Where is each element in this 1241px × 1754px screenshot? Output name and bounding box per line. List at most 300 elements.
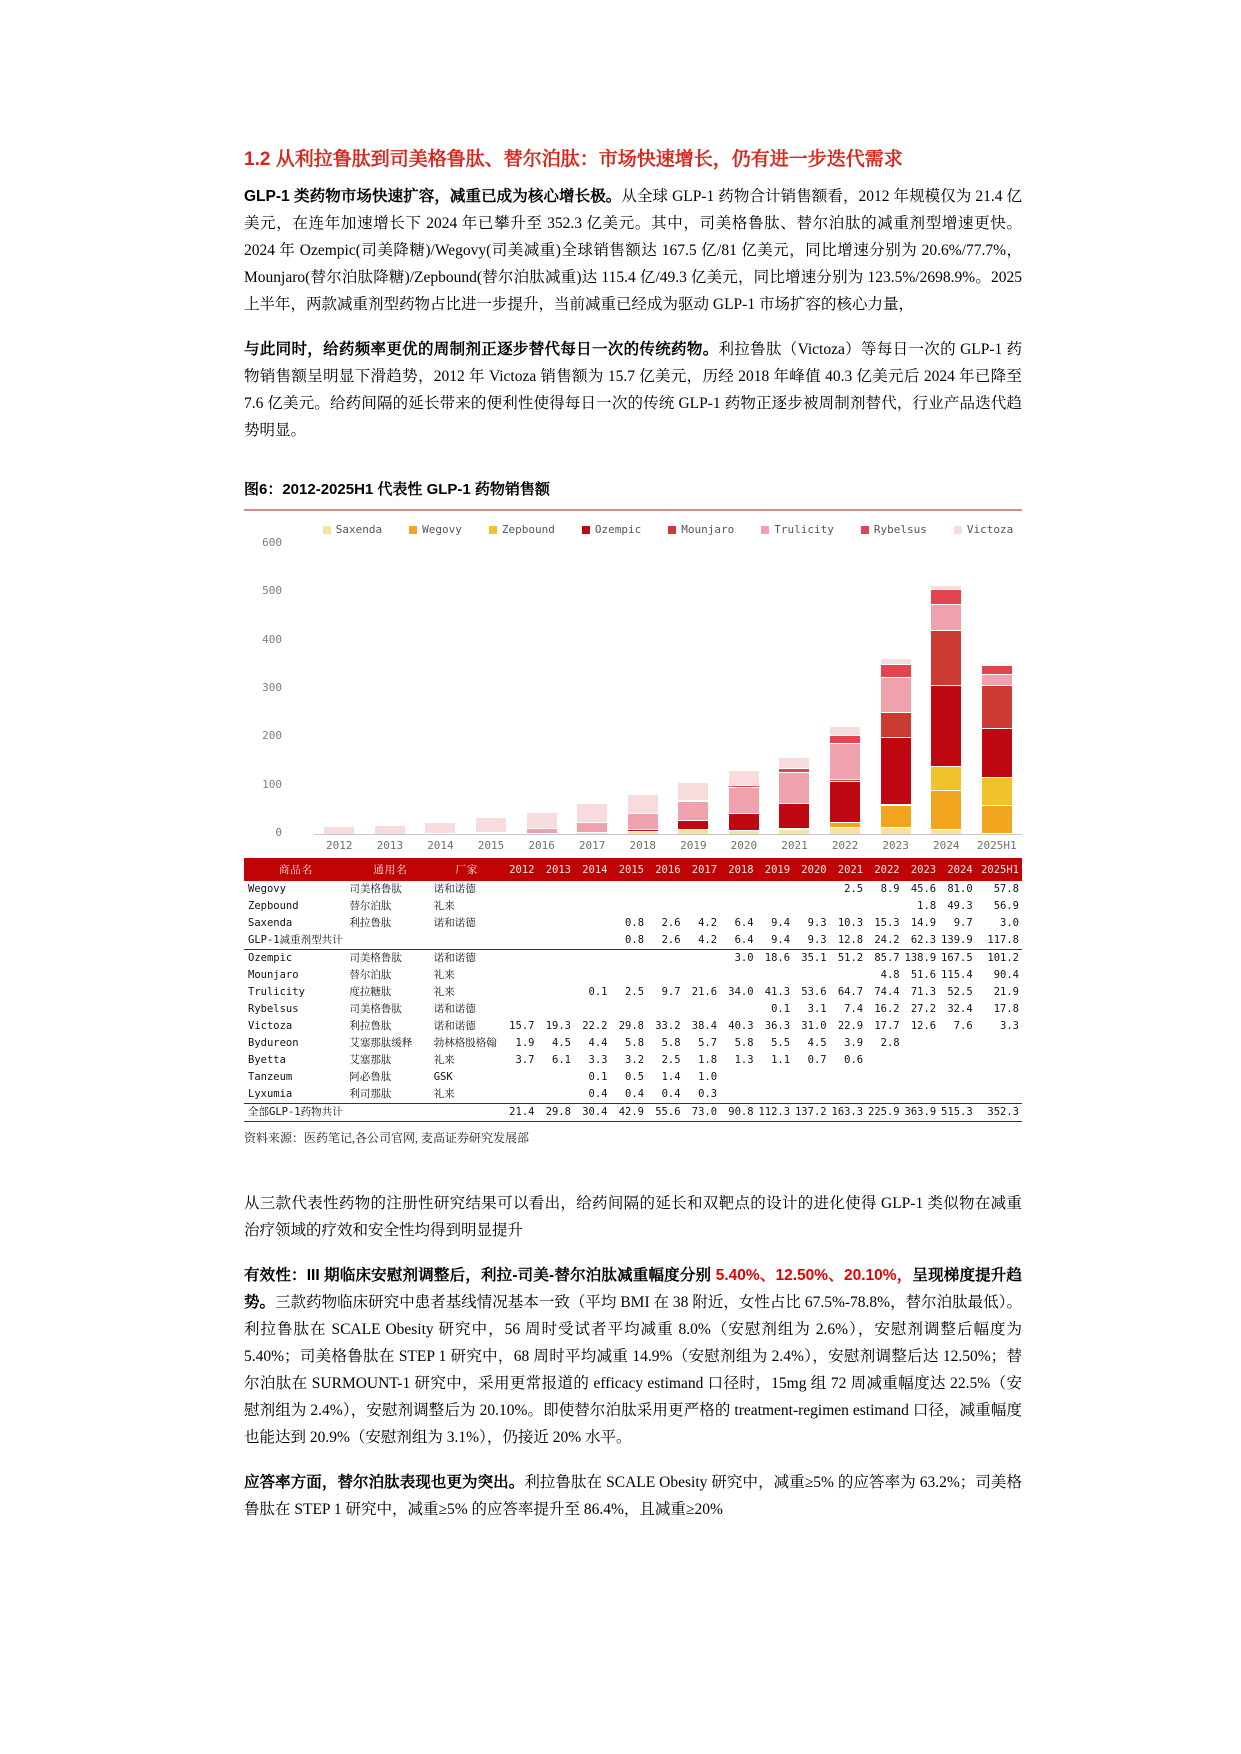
value-cell: 167.5	[941, 952, 973, 964]
value-cell: 15.3	[874, 917, 900, 929]
value-cell	[830, 1069, 867, 1086]
generic-name-cell: 司美格鲁肽	[349, 952, 402, 964]
value-cell	[501, 915, 538, 932]
value-cell	[574, 967, 611, 984]
bar-group-2018	[617, 794, 668, 834]
value-cell	[611, 950, 648, 968]
value-cell	[684, 1001, 721, 1018]
bar-segment-trulicity	[678, 801, 708, 821]
y-axis	[244, 536, 296, 839]
value-cell: 21.6	[691, 986, 718, 998]
table-row	[244, 950, 1022, 968]
legend-swatch-rybelsus	[861, 526, 869, 534]
chart-plot	[262, 536, 1022, 839]
value-cell	[720, 1069, 757, 1086]
value-cell: 53.6	[801, 986, 827, 998]
bar-group-2016	[516, 812, 567, 834]
value-cell: 352.3	[976, 1104, 1022, 1122]
stacked-bar	[324, 826, 354, 834]
paragraph-2	[244, 336, 1022, 444]
value-cell: 0.5	[625, 1071, 645, 1083]
table-row	[244, 967, 1022, 984]
product-name-cell: Rybelsus	[248, 1003, 299, 1015]
bar-segment-mounjaro	[982, 685, 1012, 729]
value-cell: 74.4	[874, 986, 900, 998]
table-header-row	[244, 858, 1022, 881]
value-cell	[720, 1086, 757, 1104]
product-name-cell: Saxenda	[248, 917, 293, 929]
value-cell: 42.9	[611, 1104, 648, 1122]
bar-segment-ozempic	[678, 820, 708, 829]
page-content	[244, 147, 1022, 1541]
legend-item	[323, 523, 382, 536]
product-name-cell: GLP-1减重剂型共计	[244, 932, 348, 950]
value-cell	[976, 1052, 1022, 1069]
bar-group-2013	[365, 825, 416, 834]
y-axis-tick: 400	[262, 632, 282, 646]
maker-cell: GSK	[433, 1071, 453, 1083]
y-axis-tick: 600	[262, 536, 282, 549]
table-header-cell: 通用名	[348, 858, 432, 881]
table-header-cell: 2018	[720, 858, 757, 881]
bar-segment-wegovy	[982, 805, 1012, 833]
bar-segment-victoza	[476, 817, 506, 831]
value-cell: 6.1	[552, 1054, 571, 1066]
bar-segment-victoza	[729, 770, 759, 785]
table-row	[244, 1018, 1022, 1035]
value-cell	[501, 1086, 538, 1104]
value-cell	[903, 1035, 940, 1052]
maker-cell: 诺和诺德	[433, 1003, 476, 1015]
bar-group-2019	[668, 782, 719, 834]
table-header-cell: 2012	[501, 858, 538, 881]
value-cell: 0.4	[625, 1088, 645, 1100]
maker-cell: 勃林格殷格翰	[433, 1037, 497, 1049]
product-name-cell: Victoza	[248, 1020, 293, 1032]
generic-name-cell: 替尔泊肽	[349, 900, 392, 912]
bar-group-2012	[314, 826, 365, 834]
value-cell: 1.9	[515, 1037, 535, 1049]
value-cell	[793, 1086, 830, 1104]
table-header-cell: 2019	[757, 858, 794, 881]
value-cell	[611, 967, 648, 984]
maker-cell: 礼来	[433, 1088, 455, 1100]
paragraph-4-lead-2: 呈现梯度提升趋势。	[244, 1267, 1022, 1311]
table-row	[244, 1001, 1022, 1018]
generic-name-cell: 度拉糖肽	[349, 986, 392, 998]
value-cell: 5.8	[625, 1037, 645, 1049]
value-cell	[866, 1069, 903, 1086]
bar-group-2025H1	[972, 664, 1023, 834]
value-cell	[793, 898, 830, 915]
maker-cell: 诺和诺德	[433, 1020, 476, 1032]
value-cell: 4.2	[684, 932, 721, 950]
value-cell: 33.2	[655, 1020, 681, 1032]
value-cell: 3.2	[625, 1054, 645, 1066]
bar-segment-victoza	[577, 803, 607, 822]
value-cell	[757, 898, 794, 915]
x-axis-label: 2022	[831, 839, 859, 852]
value-cell	[537, 898, 574, 915]
value-cell: 40.3	[728, 1020, 754, 1032]
value-cell	[537, 984, 574, 1001]
x-axis-label: 2015	[477, 839, 505, 852]
value-cell	[720, 967, 757, 984]
bar-segment-wegovy	[881, 805, 911, 827]
bar-segment-victoza	[324, 826, 354, 834]
value-cell: 7.6	[953, 1020, 973, 1032]
value-cell: 0.1	[588, 986, 608, 998]
table-header-cell: 2024	[939, 858, 976, 881]
x-axis-label: 2013	[376, 839, 404, 852]
value-cell	[574, 915, 611, 932]
stacked-bar	[729, 770, 759, 834]
value-cell: 2.5	[625, 986, 645, 998]
value-cell: 1.8	[917, 900, 937, 912]
stacked-bar	[425, 822, 455, 834]
product-name-cell: Wegovy	[248, 883, 286, 895]
value-cell: 0.8	[611, 932, 648, 950]
value-cell: 38.4	[691, 1020, 718, 1032]
value-cell	[647, 881, 684, 898]
table-row	[244, 1052, 1022, 1069]
x-axis	[314, 839, 1022, 852]
generic-name-cell: 替尔泊肽	[349, 969, 392, 981]
value-cell: 32.4	[947, 1003, 973, 1015]
bar-segment-mounjaro	[881, 712, 911, 737]
x-axis-label: 2016	[528, 839, 555, 852]
value-cell: 21.9	[993, 986, 1019, 998]
value-cell: 41.3	[764, 986, 791, 998]
bar-segment-ozempic	[779, 803, 809, 828]
value-cell: 9.7	[953, 917, 973, 929]
stacked-bar	[476, 817, 506, 834]
value-cell: 0.8	[625, 917, 645, 929]
generic-name-cell	[348, 1104, 432, 1122]
legend-label: Trulicity	[774, 523, 834, 536]
value-cell: 2.5	[844, 883, 864, 895]
value-cell	[757, 1069, 794, 1086]
value-cell: 112.3	[757, 1104, 794, 1122]
value-cell: 3.3	[588, 1054, 608, 1066]
value-cell: 2.5	[661, 1054, 681, 1066]
value-cell: 0.6	[844, 1054, 864, 1066]
value-cell: 3.0	[734, 952, 754, 964]
paragraph-3: 从三款代表性药物的注册性研究结果可以看出，给药间隔的延长和双靶点的设计的进化使得 GLP-1 类似物在减重治疗领域的疗效和安全性均得到明显提升	[244, 1195, 1022, 1239]
table-header-cell: 2014	[574, 858, 611, 881]
bar-segment-victoza	[779, 757, 809, 768]
value-cell	[866, 898, 903, 915]
value-cell	[501, 1069, 538, 1086]
stacked-bar	[628, 794, 658, 834]
bar-segment-trulicity	[779, 772, 809, 803]
value-cell: 71.3	[910, 986, 937, 998]
value-cell	[976, 1086, 1022, 1104]
generic-name-cell: 司美格鲁肽	[349, 883, 402, 895]
bar-segment-trulicity	[425, 833, 455, 834]
value-cell: 138.9	[904, 952, 937, 964]
bar-segment-saxenda	[577, 832, 607, 834]
value-cell	[611, 1001, 648, 1018]
value-cell: 12.8	[830, 932, 867, 950]
x-axis-label: 2025H1	[976, 839, 1017, 852]
value-cell: 9.4	[771, 917, 791, 929]
section-heading: 1.2 从利拉鲁肽到司美格鲁肽、替尔泊肽：市场快速增长，仍有进一步迭代需求	[244, 149, 903, 170]
value-cell: 3.7	[515, 1054, 535, 1066]
legend-label: Ozempic	[594, 523, 642, 536]
legend-label: Mounjaro	[681, 523, 735, 536]
bar-segment-saxenda	[628, 831, 658, 834]
value-cell	[976, 1069, 1022, 1086]
value-cell: 17.7	[874, 1020, 900, 1032]
maker-cell: 礼来	[433, 900, 455, 912]
bar-chart	[244, 523, 1022, 852]
value-cell	[537, 881, 574, 898]
generic-name-cell: 利司那肽	[349, 1088, 392, 1100]
bar-segment-mounjaro	[931, 630, 961, 686]
bar-segment-saxenda	[881, 827, 911, 834]
bar-segment-ozempic	[830, 781, 860, 822]
value-cell: 101.2	[987, 952, 1019, 964]
value-cell	[611, 881, 648, 898]
value-cell	[537, 1001, 574, 1018]
value-cell: 49.3	[947, 900, 973, 912]
value-cell: 363.9	[903, 1104, 940, 1122]
bar-group-2020	[719, 770, 770, 834]
x-axis-label: 2019	[680, 839, 707, 852]
value-cell: 45.6	[910, 883, 937, 895]
value-cell: 21.4	[501, 1104, 538, 1122]
bar-segment-wegovy	[931, 790, 961, 829]
table-header-cell: 商品名	[244, 858, 348, 881]
value-cell: 90.8	[720, 1104, 757, 1122]
maker-cell: 诺和诺德	[433, 883, 476, 895]
legend-swatch-zepbound	[489, 526, 497, 534]
value-cell	[684, 898, 721, 915]
bar-group-2015	[466, 817, 517, 834]
table-header-cell: 2021	[830, 858, 867, 881]
bar-segment-rybelsus	[931, 589, 961, 605]
value-cell: 2.6	[647, 932, 684, 950]
x-axis-label: 2012	[326, 839, 353, 852]
bar-group-2023	[870, 658, 921, 834]
value-cell: 0.1	[771, 1003, 791, 1015]
value-cell: 0.3	[698, 1088, 718, 1100]
value-cell	[830, 967, 867, 984]
bar-segment-trulicity	[881, 677, 911, 711]
stacked-bar	[779, 757, 809, 834]
x-axis-label: 2024	[932, 839, 960, 852]
value-cell: 55.6	[647, 1104, 684, 1122]
generic-name-cell: 艾塞那肽缓释	[349, 1037, 413, 1049]
table-row	[244, 1086, 1022, 1104]
value-cell: 22.2	[582, 1020, 608, 1032]
legend-item	[409, 523, 462, 536]
table-header-cell: 2013	[537, 858, 574, 881]
bar-segment-zepbound	[982, 777, 1012, 805]
value-cell: 51.6	[910, 969, 937, 981]
value-cell	[647, 967, 684, 984]
sales-table	[244, 858, 1022, 1122]
value-cell: 19.3	[545, 1020, 571, 1032]
value-cell	[647, 898, 684, 915]
chart-legend	[314, 523, 1022, 536]
legend-label: Zepbound	[501, 523, 555, 536]
legend-swatch-ozempic	[582, 526, 590, 534]
value-cell: 85.7	[874, 952, 900, 964]
paragraph-2-lead: 与此同时，给药频率更优的周制剂正逐步替代每日一次的传统药物。	[244, 341, 719, 358]
legend-item	[954, 523, 1013, 536]
value-cell: 90.4	[993, 969, 1019, 981]
value-cell	[537, 950, 574, 968]
paragraph-4-red-values: 5.40%、12.50%、20.10%，	[715, 1267, 913, 1284]
stacked-bar	[577, 803, 607, 834]
value-cell	[720, 898, 757, 915]
value-cell: 1.0	[698, 1071, 718, 1083]
value-cell: 29.8	[618, 1020, 645, 1032]
bar-segment-rybelsus	[881, 664, 911, 677]
value-cell: 117.8	[976, 932, 1022, 950]
value-cell	[793, 967, 830, 984]
value-cell: 52.5	[947, 986, 973, 998]
value-cell: 2.6	[661, 917, 681, 929]
bar-segment-rybelsus	[830, 735, 860, 743]
bar-group-2014	[415, 822, 466, 834]
value-cell: 9.4	[757, 932, 794, 950]
paragraph-5	[244, 1469, 1022, 1523]
bar-segment-victoza	[628, 794, 658, 813]
maker-cell: 礼来	[433, 969, 455, 981]
bar-segment-ozempic	[931, 685, 961, 766]
value-cell	[537, 967, 574, 984]
value-cell: 5.7	[698, 1037, 718, 1049]
bar-segment-victoza	[375, 825, 405, 834]
stacked-bar	[881, 658, 911, 834]
legend-swatch-saxenda	[323, 526, 331, 534]
value-cell: 4.5	[552, 1037, 571, 1049]
value-cell: 73.0	[684, 1104, 721, 1122]
value-cell	[830, 898, 867, 915]
value-cell	[501, 1001, 538, 1018]
value-cell: 81.0	[947, 883, 973, 895]
value-cell: 16.2	[874, 1003, 900, 1015]
bar-segment-trulicity	[628, 813, 658, 829]
legend-label: Wegovy	[422, 523, 462, 536]
value-cell: 139.9	[939, 932, 976, 950]
generic-name-cell: 艾塞那肽	[349, 1054, 392, 1066]
paragraph-4-text: 三款药物临床研究中患者基线情况基本一致（平均 BMI 在 38 附近，女性占比 67.5%-78.8%，替尔泊肽最低）。利拉鲁肽在 SCALE Obesity 研究中，56 周时受试者平均减重 8.0%（安慰剂组为 2.6%），安慰剂调整后幅度为 5.40%；司美格鲁肽在 STEP 1 研究中，68 周时平均减重 14.9%（安慰剂组为 2.4%），安慰剂调整后达 12.50%；替尔泊肽在 SURMOUNT-1 研究中，采用更常报道的 efficacy estimand 口径时，15mg 组 72 周减重幅度达 22.5%（安慰剂组为 2.4%），安慰剂调整后为 20.10%。即使替尔泊肽采用更严格的 treatment-regimen estimand 口径，减重幅度也能达到 20.9%（安慰剂组为 3.1%），仍接近 20% 水平。	[244, 1294, 1022, 1446]
table-row	[244, 915, 1022, 932]
bar-segment-victoza	[527, 812, 557, 828]
value-cell: 4.2	[698, 917, 718, 929]
paragraph-1-text: 从全球 GLP-1 药物合计销售额看，2012 年规模仅为 21.4 亿美元，在连年加速增长下 2024 年已攀升至 352.3 亿美元。其中，司美格鲁肽、替尔泊肽的减重剂型增速更快。2024 年 Ozempic(司美降糖)/Wegovy(司美减重)全球销售额达 167.5 亿/81 亿美元，同比增速分别为 20.6%/77.7%，Mounjaro(替尔泊肽降糖)/Zepbound(替尔泊肽减重)达 115.4 亿/49.3 亿美元，同比增速分别为 123.5%/2698.9%。2025 上半年，两款减重剂型药物占比进一步提升，当前减重已经成为驱动 GLP-1 市场扩容的核心力量，	[244, 188, 1022, 313]
value-cell: 17.8	[993, 1003, 1019, 1015]
maker-cell: 礼来	[433, 986, 455, 998]
value-cell: 57.8	[993, 883, 1019, 895]
value-cell: 29.8	[537, 1104, 574, 1122]
generic-name-cell	[348, 932, 432, 950]
value-cell: 3.0	[1000, 917, 1019, 929]
value-cell	[574, 1001, 611, 1018]
value-cell: 56.9	[993, 900, 1019, 912]
table-header-cell: 厂家	[433, 858, 501, 881]
value-cell: 4.8	[880, 969, 900, 981]
maker-cell	[433, 1104, 501, 1122]
value-cell	[757, 967, 794, 984]
value-cell: 62.3	[903, 932, 940, 950]
value-cell: 1.1	[771, 1054, 791, 1066]
bar-segment-victoza	[678, 782, 708, 800]
generic-name-cell: 利拉鲁肽	[349, 1020, 392, 1032]
source-note: 资料来源：医药笔记,各公司官网, 麦高证券研究发展部	[244, 1131, 530, 1145]
value-cell: 27.2	[910, 1003, 937, 1015]
value-cell	[501, 932, 538, 950]
x-axis-label: 2023	[882, 839, 909, 852]
legend-swatch-trulicity	[761, 526, 769, 534]
value-cell	[684, 967, 721, 984]
value-cell: 30.4	[574, 1104, 611, 1122]
value-cell	[574, 932, 611, 950]
bar-segment-saxenda	[729, 830, 759, 834]
product-name-cell: Lyxumia	[248, 1088, 293, 1100]
value-cell	[720, 881, 757, 898]
bar-segment-rybelsus	[982, 665, 1012, 674]
value-cell: 36.3	[764, 1020, 791, 1032]
stacked-bar	[527, 812, 557, 834]
paragraph-1	[244, 183, 1022, 318]
value-cell	[976, 1035, 1022, 1052]
bar-segment-saxenda	[830, 827, 860, 834]
value-cell	[501, 967, 538, 984]
bar-segment-trulicity	[577, 822, 607, 832]
paragraph-1-lead: GLP-1 类药物市场快速扩容，减重已成为核心增长极。	[244, 188, 622, 205]
bar-segment-saxenda	[982, 833, 1012, 834]
value-cell: 3.9	[844, 1037, 864, 1049]
table-row	[244, 1069, 1022, 1086]
value-cell	[501, 898, 538, 915]
bar-segment-saxenda	[476, 833, 506, 834]
figure-block	[244, 478, 1022, 1146]
legend-label: Rybelsus	[873, 523, 927, 536]
value-cell	[793, 1069, 830, 1086]
value-cell	[537, 1069, 574, 1086]
value-cell: 5.8	[661, 1037, 681, 1049]
product-name-cell: Tanzeum	[248, 1071, 293, 1083]
maker-cell: 诺和诺德	[433, 917, 476, 929]
value-cell	[684, 950, 721, 968]
x-axis-label: 2014	[427, 839, 454, 852]
bar-segment-victoza	[830, 726, 860, 735]
value-cell: 5.5	[771, 1037, 791, 1049]
product-name-cell: Bydureon	[248, 1037, 299, 1049]
value-cell	[574, 950, 611, 968]
table-header-cell: 2025H1	[976, 858, 1022, 881]
value-cell: 0.7	[807, 1054, 827, 1066]
table-header-cell: 2016	[647, 858, 684, 881]
value-cell: 34.0	[728, 986, 754, 998]
paragraph-5-lead: 应答率方面，替尔泊肽表现也更为突出。	[244, 1474, 525, 1491]
value-cell	[501, 881, 538, 898]
table-header-cell: 2023	[903, 858, 940, 881]
value-cell: 6.4	[734, 917, 754, 929]
value-cell: 225.9	[866, 1104, 903, 1122]
value-cell	[537, 932, 574, 950]
y-axis-tick: 0	[275, 826, 282, 839]
value-cell	[793, 881, 830, 898]
bar-segment-victoza	[425, 822, 455, 833]
legend-swatch-mounjaro	[668, 526, 676, 534]
value-cell: 0.1	[588, 1071, 608, 1083]
